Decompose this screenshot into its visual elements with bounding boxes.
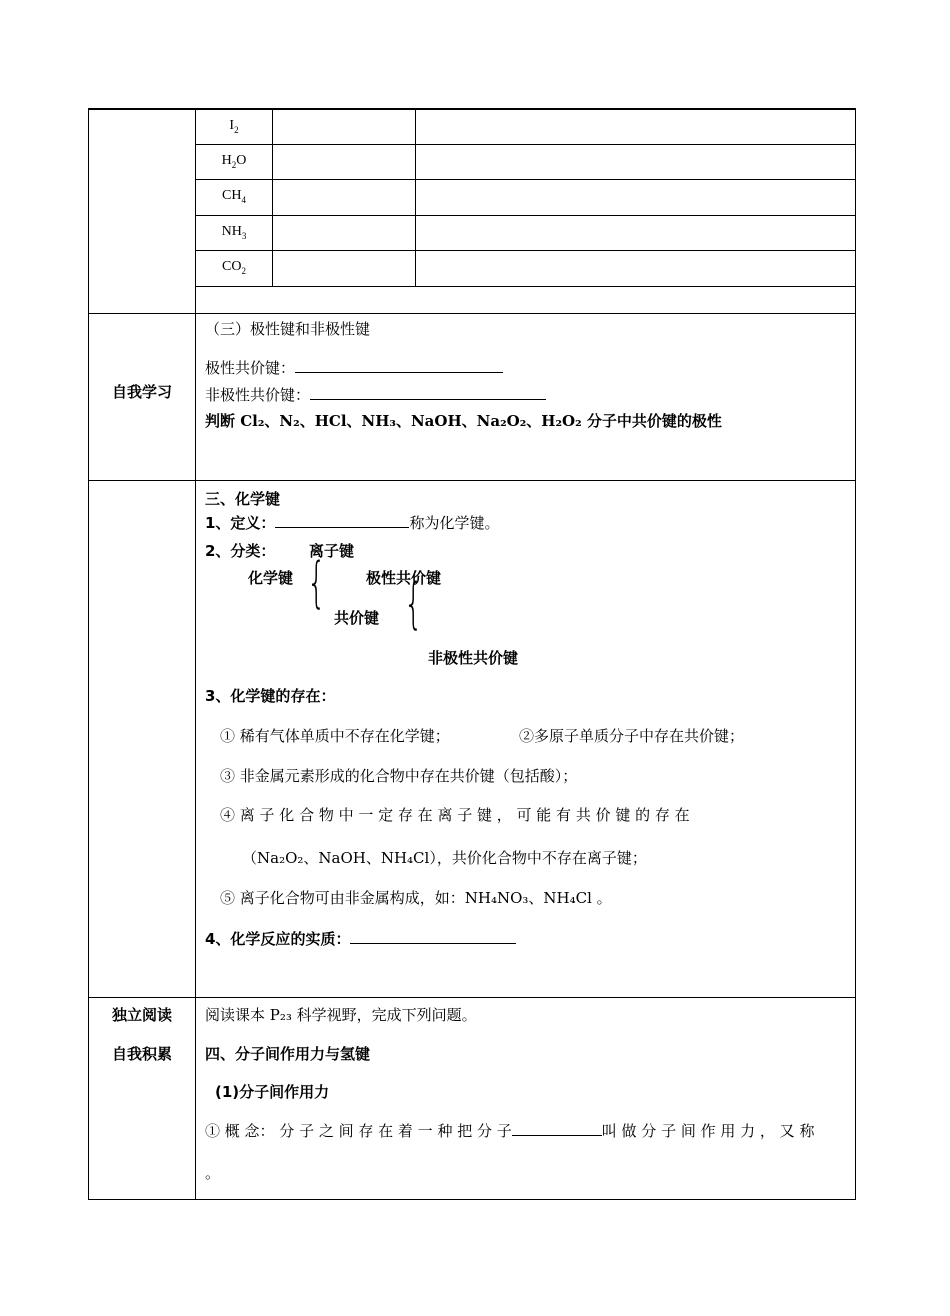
covalent-brace: { <box>404 572 423 635</box>
existence-item-4b: （Na₂O₂、NaOH、NH₄Cl），共价化合物中不存在离子键； <box>242 849 647 867</box>
molecule-cell: $CH_4$ <box>222 188 246 205</box>
polar-bond-line: 极性共价键： <box>205 357 503 378</box>
chem-bond-root-label: 化学键 <box>248 569 294 587</box>
polar-bond-blank[interactable] <box>295 358 503 373</box>
definition-blank[interactable] <box>275 513 409 528</box>
existence-item-4a: ④ 离 子 化 合 物 中 一 定 存 在 离 子 键 ， 可 能 有 共 价 键 的 存 在 <box>220 806 690 824</box>
row-divider <box>88 313 856 314</box>
covalent-bond-label: 共价键 <box>334 609 380 627</box>
inner-row-divider <box>195 144 856 145</box>
existence-item-3: ③ 非金属元素形成的化合物中存在共价键（包括酸）； <box>220 767 578 785</box>
nonpolar-bond-blank[interactable] <box>310 385 546 400</box>
existence-item-5: ⑤ 离子化合物可由非金属构成，如：NH₄NO₃、NH₄Cl 。 <box>220 889 612 907</box>
reaction-essence-blank[interactable] <box>350 929 516 944</box>
molecule-cell: $I_2$ <box>229 118 239 135</box>
ionic-bond-label: 离子键 <box>309 542 355 560</box>
row-divider <box>88 997 856 998</box>
nonpolar-bond-line: 非极性共价键： <box>205 384 546 405</box>
intermolecular-title: 四、分子间作用力与氢键 <box>205 1045 371 1063</box>
concept-blank[interactable] <box>512 1121 602 1136</box>
classification-brace: { <box>307 551 326 614</box>
inner-col-divider <box>272 108 273 286</box>
intermolecular-subtitle: (1)分子间作用力 <box>215 1083 330 1101</box>
inner-row-divider <box>195 250 856 251</box>
row-divider <box>88 480 856 481</box>
definition-line: 1、定义： 称为化学键。 <box>205 514 500 532</box>
judge-polarity-question: 判断 Cl₂、N₂、HCl、NH₃、NaOH、Na₂O₂、H₂O₂ 分子中共价键的极性 <box>205 412 722 430</box>
section-label-self-study: 自我学习 <box>111 383 172 401</box>
nonpolar-covalent-label: 非极性共价键 <box>428 649 519 667</box>
inner-row-divider <box>195 215 856 216</box>
inner-row-divider <box>195 179 856 180</box>
reaction-essence-line: 4、化学反应的实质： <box>205 928 516 949</box>
molecule-cell: $NH_3$ <box>221 224 247 241</box>
chem-bond-title: 三、化学键 <box>205 490 281 508</box>
classification-label: 2、分类： <box>205 542 276 560</box>
polar-bond-heading: （三）极性键和非极性键 <box>205 320 371 338</box>
molecule-cell: $CO_2$ <box>222 259 246 276</box>
polar-covalent-label: 极性共价键 <box>366 569 442 587</box>
existence-title: 3、化学键的存在： <box>205 687 336 705</box>
concept-end: 。 <box>205 1164 221 1182</box>
section-label-reading: 独立阅读 <box>111 1006 172 1024</box>
inner-col-divider <box>415 108 416 286</box>
reading-intro: 阅读课本 P₂₃ 科学视野，完成下列问题。 <box>205 1006 477 1024</box>
concept-line: ① 概 念： 分 子 之 间 存 在 着 一 种 把 分 子 叫 做 分 子 间 作 用 力 ， 又 称 <box>205 1122 815 1140</box>
molecule-cell: $H_2O$ <box>221 153 247 170</box>
section-label-accumulate: 自我积累 <box>111 1045 172 1063</box>
inner-row-divider <box>195 286 856 287</box>
existence-item-2: ②多原子单质分子中存在共价键； <box>519 727 745 745</box>
existence-item-1: ① 稀有气体单质中不存在化学键； <box>220 727 450 745</box>
